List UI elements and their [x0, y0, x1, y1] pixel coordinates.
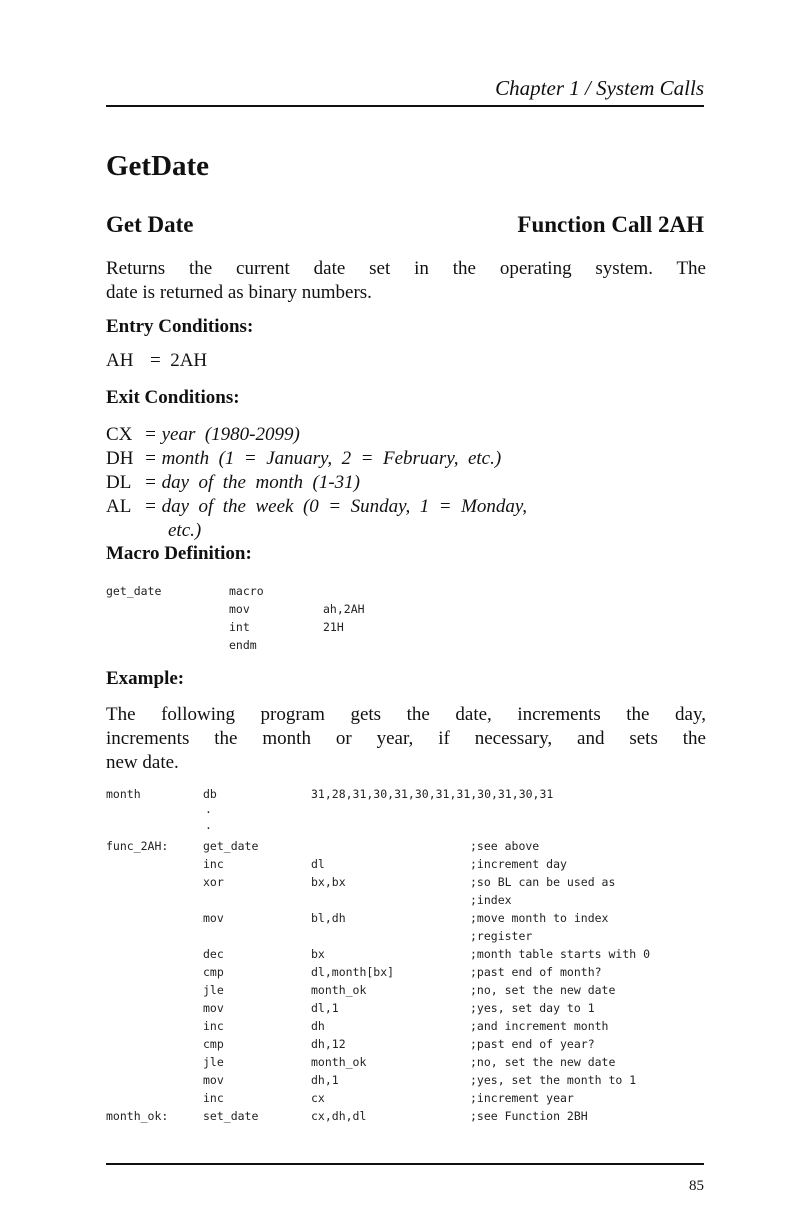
code-opcode: jle — [203, 1055, 224, 1069]
code-opcode: jle — [203, 983, 224, 997]
exit-description: = year (1980-2099) — [144, 424, 300, 445]
macro-operand: ah,2AH — [323, 602, 365, 616]
section-subtitle: Get Date — [106, 212, 194, 237]
code-opcode: xor — [203, 875, 224, 889]
ellipsis-dot: . — [205, 802, 212, 816]
code-opcode: dec — [203, 947, 224, 961]
code-comment: ;yes, set the month to 1 — [470, 1073, 637, 1087]
entry-value: = 2AH — [150, 350, 208, 371]
month-label: month — [106, 787, 141, 801]
code-opcode: set_date — [203, 1109, 259, 1123]
month-op: db — [203, 787, 217, 801]
function-call-heading: Function Call 2AH — [517, 212, 704, 237]
entry-register: AH — [106, 350, 134, 371]
exit-register: AL — [106, 496, 132, 517]
month-values: 31,28,31,30,31,30,31,31,30,31,30,31 — [311, 787, 554, 801]
macro-opcode: macro — [229, 584, 264, 598]
code-opcode: cmp — [203, 965, 224, 979]
code-opcode: mov — [203, 1001, 224, 1015]
example-heading: Example: — [106, 668, 185, 689]
code-comment: ;no, set the new date — [470, 1055, 616, 1069]
code-comment: ;so BL can be used as — [470, 875, 616, 889]
code-operand: cx — [311, 1091, 325, 1105]
example-line-2: increments the month or year, if necessary, and sets the — [106, 728, 706, 749]
entry-conditions-heading: Entry Conditions: — [106, 316, 254, 337]
code-opcode: inc — [203, 857, 224, 871]
code-label: func_2AH: — [106, 839, 169, 853]
exit-description: etc.) — [168, 520, 202, 541]
code-comment: ;increment year — [470, 1091, 574, 1105]
code-comment: ;move month to index — [470, 911, 609, 925]
exit-description: = day of the month (1-31) — [144, 472, 360, 493]
code-opcode: cmp — [203, 1037, 224, 1051]
code-opcode: inc — [203, 1019, 224, 1033]
code-comment: ;month table starts with 0 — [470, 947, 651, 961]
code-operand: bx,bx — [311, 875, 346, 889]
code-comment: ;past end of year? — [470, 1037, 595, 1051]
code-comment: ;see Function 2BH — [470, 1109, 588, 1123]
macro-operand: 21H — [323, 620, 344, 634]
code-opcode: inc — [203, 1091, 224, 1105]
running-head: Chapter 1 / System Calls — [495, 76, 704, 100]
code-operand: bl,dh — [311, 911, 346, 925]
code-comment: ;yes, set day to 1 — [470, 1001, 595, 1015]
example-line-1: The following program gets the date, increments the day, — [106, 704, 706, 725]
exit-description: = day of the week (0 = Sunday, 1 = Monday, — [144, 496, 528, 517]
macro-opcode: endm — [229, 638, 257, 652]
macro-opcode: mov — [229, 602, 250, 616]
code-operand: dl,1 — [311, 1001, 339, 1015]
code-comment: ;no, set the new date — [470, 983, 616, 997]
footer-rule — [106, 1163, 704, 1165]
code-comment: ;increment day — [470, 857, 567, 871]
header-rule — [106, 105, 704, 107]
exit-register: DH — [106, 448, 134, 469]
intro-line-1: Returns the current date set in the operating system. The — [106, 258, 706, 279]
exit-description: = month (1 = January, 2 = February, etc.) — [144, 448, 502, 469]
exit-register: CX — [106, 424, 133, 445]
macro-label: get_date — [106, 584, 162, 598]
ellipsis-dot: . — [205, 818, 212, 832]
page-title: GetDate — [106, 150, 210, 182]
code-operand: dl,month[bx] — [311, 965, 395, 979]
macro-definition-heading: Macro Definition: — [106, 543, 252, 564]
code-label: month_ok: — [106, 1109, 169, 1123]
code-operand: dh — [311, 1019, 325, 1033]
exit-conditions-heading: Exit Conditions: — [106, 387, 240, 408]
code-operand: month_ok — [311, 1055, 367, 1069]
code-operand: month_ok — [311, 983, 367, 997]
code-operand: cx,dh,dl — [311, 1109, 367, 1123]
code-comment: ;see above — [470, 839, 540, 853]
intro-line-2: date is returned as binary numbers. — [106, 282, 372, 303]
code-opcode: mov — [203, 1073, 224, 1087]
code-operand: bx — [311, 947, 325, 961]
code-comment: ;past end of month? — [470, 965, 602, 979]
code-comment: ;register — [470, 929, 533, 943]
macro-opcode: int — [229, 620, 250, 634]
page-number: 85 — [689, 1178, 704, 1194]
example-line-3: new date. — [106, 752, 179, 773]
code-comment: ;index — [470, 893, 512, 907]
code-opcode: mov — [203, 911, 224, 925]
code-opcode: get_date — [203, 839, 259, 853]
code-operand: dl — [311, 857, 325, 871]
code-operand: dh,12 — [311, 1037, 346, 1051]
code-comment: ;and increment month — [470, 1019, 609, 1033]
exit-register: DL — [106, 472, 132, 493]
code-operand: dh,1 — [311, 1073, 339, 1087]
